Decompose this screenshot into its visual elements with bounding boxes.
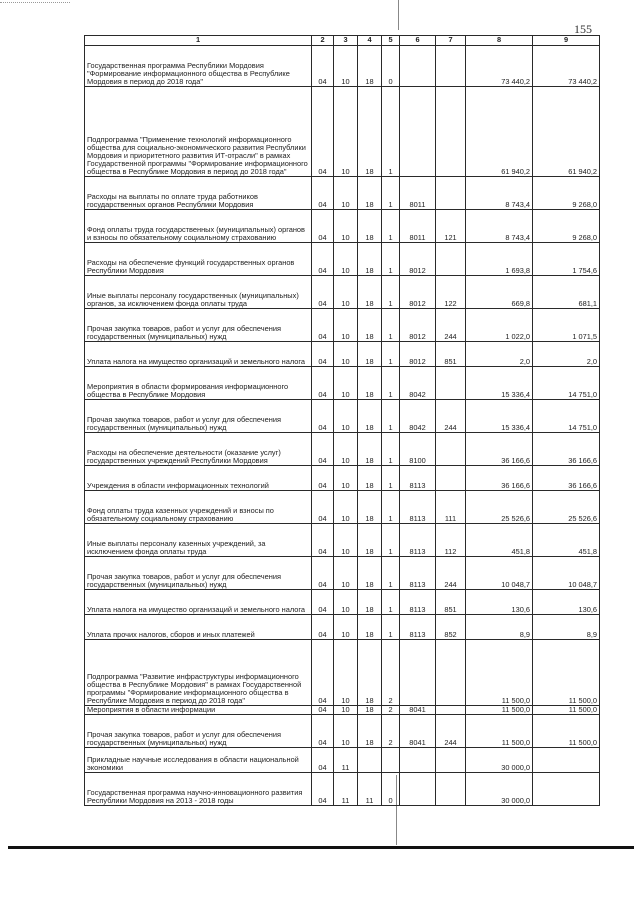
row-subsection: 10 [334,433,358,466]
row-section: 04 [312,342,334,367]
row-section: 04 [312,557,334,590]
row-subsection: 11 [334,773,358,806]
row-section: 04 [312,367,334,400]
row-subsection: 10 [334,309,358,342]
row-subsection: 10 [334,177,358,210]
header-cell: 8 [466,36,533,46]
table-row [85,491,600,524]
row-expense-type [436,773,466,806]
table-row [85,466,600,491]
row-section: 04 [312,177,334,210]
row-target [400,640,436,706]
row-name: Прочая закупка товаров, работ и услуг для обеспечения государственных (муниципальных) нужд [85,400,312,433]
row-amount-1: 36 166,6 [466,433,533,466]
row-expense-type [436,243,466,276]
row-subprogram: 1 [382,177,400,210]
row-subsection: 10 [334,367,358,400]
fold-line [398,0,399,30]
row-expense-type [436,46,466,87]
row-section: 04 [312,210,334,243]
row-expense-type: 244 [436,557,466,590]
row-name: Уплата налога на имущество организаций и земельного налога [85,590,312,615]
row-expense-type [436,640,466,706]
row-amount-2: 2,0 [533,342,600,367]
row-amount-2: 130,6 [533,590,600,615]
row-target: 8042 [400,400,436,433]
table-row [85,615,600,640]
row-section: 04 [312,466,334,491]
row-program: 18 [358,309,382,342]
row-program: 18 [358,210,382,243]
row-subprogram: 1 [382,433,400,466]
scan-artifact [0,2,70,5]
header-cell: 2 [312,36,334,46]
row-program: 18 [358,524,382,557]
row-target: 8113 [400,466,436,491]
row-subsection: 11 [334,748,358,773]
row-target [400,748,436,773]
row-program: 18 [358,400,382,433]
row-amount-1: 1 693,8 [466,243,533,276]
row-subprogram: 1 [382,466,400,491]
row-amount-1: 11 500,0 [466,715,533,748]
row-amount-1: 25 526,6 [466,491,533,524]
row-expense-type: 111 [436,491,466,524]
row-target: 8113 [400,590,436,615]
row-program: 18 [358,87,382,177]
table-row [85,773,600,806]
header-row [85,36,600,46]
row-amount-1: 1 022,0 [466,309,533,342]
row-program: 18 [358,433,382,466]
row-expense-type: 244 [436,309,466,342]
row-section: 04 [312,491,334,524]
row-name: Подпрограмма "Применение технологий информационного общества для социально-экономического развития Республики Мордовия и приоритетного развития ИТ-отрасли" в рамках Государственной программы "Формирование информационного общества в Республике Мордовия в период до 2018 года" [85,87,312,177]
row-name: Мероприятия в области информации [85,706,312,715]
row-section: 04 [312,773,334,806]
row-expense-type [436,87,466,177]
row-subprogram: 1 [382,615,400,640]
row-subprogram: 1 [382,367,400,400]
table-row [85,400,600,433]
row-expense-type [436,177,466,210]
row-section: 04 [312,309,334,342]
row-amount-2: 1 071,5 [533,309,600,342]
row-subprogram: 0 [382,46,400,87]
row-expense-type: 244 [436,715,466,748]
table-row [85,715,600,748]
row-program: 18 [358,243,382,276]
row-amount-2: 11 500,0 [533,715,600,748]
row-target: 8011 [400,177,436,210]
row-subprogram: 1 [382,400,400,433]
row-subprogram [382,748,400,773]
row-subsection: 10 [334,400,358,433]
header-cell: 4 [358,36,382,46]
row-amount-1: 36 166,6 [466,466,533,491]
header-cell: 7 [436,36,466,46]
row-target: 8012 [400,276,436,309]
table-row [85,276,600,309]
row-program: 18 [358,342,382,367]
row-amount-1: 30 000,0 [466,748,533,773]
row-amount-1: 130,6 [466,590,533,615]
page-bottom-rule [8,846,634,849]
row-subprogram: 1 [382,309,400,342]
row-name: Прочая закупка товаров, работ и услуг для обеспечения государственных (муниципальных) нужд [85,309,312,342]
row-target: 8113 [400,491,436,524]
row-section: 04 [312,433,334,466]
header-cell: 3 [334,36,358,46]
table-row [85,177,600,210]
row-name: Уплата прочих налогов, сборов и иных платежей [85,615,312,640]
row-program: 18 [358,557,382,590]
row-section: 04 [312,640,334,706]
row-amount-1: 15 336,4 [466,400,533,433]
row-target: 8012 [400,309,436,342]
table-row [85,524,600,557]
row-amount-2: 73 440,2 [533,46,600,87]
header-cell: 9 [533,36,600,46]
row-subsection: 10 [334,640,358,706]
row-amount-2: 11 500,0 [533,706,600,715]
row-expense-type: 851 [436,590,466,615]
budget-table [84,35,600,806]
row-subprogram: 0 [382,773,400,806]
row-amount-2: 9 268,0 [533,210,600,243]
row-section: 04 [312,87,334,177]
row-subprogram: 2 [382,640,400,706]
table-row [85,87,600,177]
row-subsection: 10 [334,615,358,640]
row-subsection: 10 [334,524,358,557]
table-row [85,367,600,400]
row-program: 18 [358,46,382,87]
row-subsection: 10 [334,210,358,243]
row-expense-type [436,706,466,715]
row-name: Иные выплаты персоналу казенных учреждений, за исключением фонда оплаты труда [85,524,312,557]
row-amount-2: 9 268,0 [533,177,600,210]
row-program [358,748,382,773]
row-name: Иные выплаты персоналу государственных (муниципальных) органов, за исключением фонда оплаты труда [85,276,312,309]
row-name: Прочая закупка товаров, работ и услуг для обеспечения государственных (муниципальных) нужд [85,557,312,590]
row-section: 04 [312,276,334,309]
row-expense-type: 122 [436,276,466,309]
row-subprogram: 1 [382,210,400,243]
row-amount-2: 681,1 [533,276,600,309]
row-target: 8042 [400,367,436,400]
table-header [85,36,600,46]
row-program: 11 [358,773,382,806]
row-subprogram: 1 [382,243,400,276]
row-amount-1: 11 500,0 [466,706,533,715]
row-target [400,87,436,177]
row-subprogram: 1 [382,557,400,590]
row-amount-1: 10 048,7 [466,557,533,590]
row-amount-2: 14 751,0 [533,367,600,400]
row-amount-2: 1 754,6 [533,243,600,276]
row-target [400,773,436,806]
header-cell: 1 [85,36,312,46]
row-program: 18 [358,367,382,400]
row-subsection: 10 [334,715,358,748]
row-amount-2: 8,9 [533,615,600,640]
row-section: 04 [312,706,334,715]
row-section: 04 [312,243,334,276]
row-section: 04 [312,400,334,433]
row-name: Уплата налога на имущество организаций и земельного налога [85,342,312,367]
row-amount-2: 25 526,6 [533,491,600,524]
header-cell: 5 [382,36,400,46]
row-target: 8041 [400,706,436,715]
table-row [85,706,600,715]
row-amount-2: 451,8 [533,524,600,557]
table-row [85,748,600,773]
row-section: 04 [312,46,334,87]
row-subprogram: 1 [382,491,400,524]
row-name: Расходы на обеспечение функций государственных органов Республики Мордовия [85,243,312,276]
row-subsection: 10 [334,706,358,715]
row-amount-1: 30 000,0 [466,773,533,806]
row-name: Фонд оплаты труда государственных (муниципальных) органов и взносы по обязательному социальному страхованию [85,210,312,243]
row-program: 18 [358,491,382,524]
row-amount-1: 2,0 [466,342,533,367]
row-program: 18 [358,276,382,309]
row-target: 8011 [400,210,436,243]
row-subsection: 10 [334,466,358,491]
table-row [85,243,600,276]
table-row [85,342,600,367]
row-amount-1: 669,8 [466,276,533,309]
row-subprogram: 1 [382,590,400,615]
row-expense-type [436,748,466,773]
table-row [85,433,600,466]
row-expense-type: 852 [436,615,466,640]
row-amount-1: 8 743,4 [466,177,533,210]
row-target: 8100 [400,433,436,466]
row-amount-1: 15 336,4 [466,367,533,400]
row-subprogram: 1 [382,276,400,309]
row-name: Прочая закупка товаров, работ и услуг для обеспечения государственных (муниципальных) нужд [85,715,312,748]
row-amount-1: 11 500,0 [466,640,533,706]
row-subprogram: 1 [382,342,400,367]
row-target: 8113 [400,615,436,640]
row-program: 18 [358,640,382,706]
row-amount-2: 10 048,7 [533,557,600,590]
row-target: 8041 [400,715,436,748]
row-subsection: 10 [334,243,358,276]
row-name: Фонд оплаты труда казенных учреждений и взносы по обязательному социальному страхованию [85,491,312,524]
row-amount-2: 14 751,0 [533,400,600,433]
row-amount-2 [533,748,600,773]
row-subsection: 10 [334,46,358,87]
page-number: 155 [574,22,592,36]
table-row [85,309,600,342]
row-expense-type: 121 [436,210,466,243]
table-row [85,557,600,590]
row-program: 18 [358,706,382,715]
row-amount-2: 61 940,2 [533,87,600,177]
row-section: 04 [312,615,334,640]
row-section: 04 [312,590,334,615]
row-amount-1: 73 440,2 [466,46,533,87]
row-name: Расходы на обеспечение деятельности (оказание услуг) государственных учреждений Республики Мордовия [85,433,312,466]
row-target: 8012 [400,342,436,367]
row-amount-2: 36 166,6 [533,466,600,491]
row-subsection: 10 [334,276,358,309]
row-amount-1: 451,8 [466,524,533,557]
row-subsection: 10 [334,590,358,615]
row-name: Государственная программа научно-инновационного развития Республики Мордовия на 2013 - 2018 годы [85,773,312,806]
row-name: Мероприятия в области формирования информационного общества в Республике Мордовия [85,367,312,400]
table-row [85,590,600,615]
row-name: Учреждения в области информационных технологий [85,466,312,491]
row-target [400,46,436,87]
row-name: Прикладные научные исследования в области национальной экономики [85,748,312,773]
row-subprogram: 2 [382,706,400,715]
row-target: 8113 [400,524,436,557]
row-program: 18 [358,177,382,210]
row-section: 04 [312,524,334,557]
row-amount-1: 8,9 [466,615,533,640]
row-subsection: 10 [334,87,358,177]
row-expense-type: 244 [436,400,466,433]
row-expense-type: 112 [436,524,466,557]
row-name: Расходы на выплаты по оплате труда работников государственных органов Республики Мордовия [85,177,312,210]
row-target: 8113 [400,557,436,590]
row-target: 8012 [400,243,436,276]
row-subprogram: 1 [382,524,400,557]
row-amount-2 [533,773,600,806]
row-program: 18 [358,715,382,748]
row-amount-1: 61 940,2 [466,87,533,177]
row-subsection: 10 [334,491,358,524]
row-program: 18 [358,466,382,491]
table-row [85,46,600,87]
row-program: 18 [358,590,382,615]
header-cell: 6 [400,36,436,46]
row-amount-2: 11 500,0 [533,640,600,706]
row-subsection: 10 [334,557,358,590]
row-subsection: 10 [334,342,358,367]
row-name: Подпрограмма "Развитие инфраструктуры информационного общества в Республике Мордовия" в рамках Государственной программы "Формирование информационного общества в Республике Мордовия в период до 2018 года" [85,640,312,706]
row-expense-type [436,367,466,400]
row-amount-2: 36 166,6 [533,433,600,466]
table-row [85,210,600,243]
row-section: 04 [312,748,334,773]
row-subprogram: 1 [382,87,400,177]
row-program: 18 [358,615,382,640]
row-subprogram: 2 [382,715,400,748]
row-amount-1: 8 743,4 [466,210,533,243]
row-expense-type [436,466,466,491]
row-expense-type: 851 [436,342,466,367]
row-section: 04 [312,715,334,748]
row-name: Государственная программа Республики Мордовия "Формирование информационного общества в Республике Мордовия в период до 2018 года" [85,46,312,87]
table-row [85,640,600,706]
row-expense-type [436,433,466,466]
